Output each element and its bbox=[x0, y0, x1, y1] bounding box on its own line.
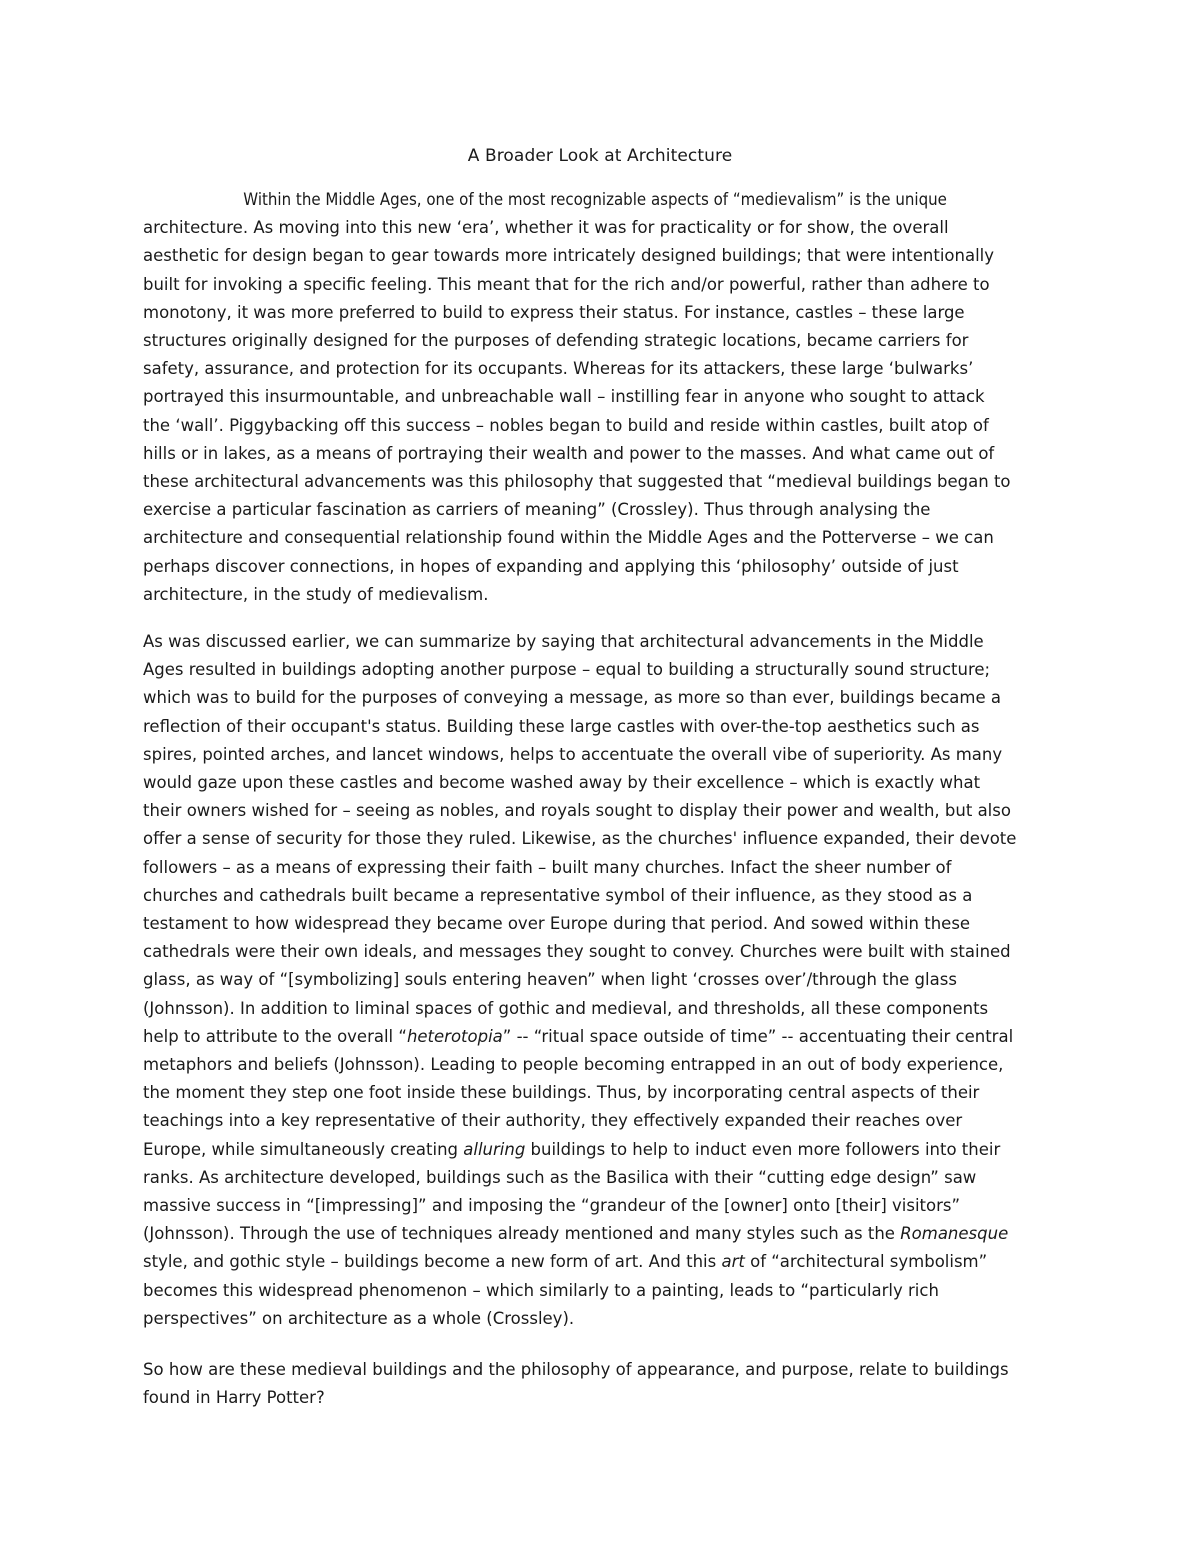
text-line: testament to how widespread they became over Europe during that period. And sowed within these bbox=[143, 914, 971, 934]
text-line: cathedrals were their own ideals, and messages they sought to convey. Churches were built with stained bbox=[143, 942, 1011, 962]
text-line bbox=[143, 1248, 1057, 1276]
text-line: the ‘wall’. Piggybacking off this success – nobles began to build and reside within castles, built atop of bbox=[143, 415, 989, 435]
text-line: the moment they step one foot inside these buildings. Thus, by incorporating central aspects of their bbox=[143, 1083, 980, 1103]
text-line: churches and cathedrals built became a representative symbol of their influence, as they stood as a bbox=[143, 885, 973, 905]
text-line: Within the Middle Ages, one of the most recognizable aspects of “medievalism” is the unique bbox=[243, 190, 947, 209]
text-line: architecture and consequential relationship found within the Middle Ages and the Potterverse – we can bbox=[143, 528, 994, 548]
text-line: reflection of their occupant's status. Building these large castles with over-the-top aesthetics such as bbox=[143, 716, 980, 736]
text-line: portrayed this insurmountable, and unbreachable wall – instilling fear in anyone who sought to attack bbox=[143, 387, 985, 407]
text-line: Ages resulted in buildings adopting another purpose – equal to building a structurally sound structure; bbox=[143, 660, 991, 680]
text-line: teachings into a key representative of their authority, they effectively expanded their reaches over bbox=[143, 1111, 963, 1131]
italic-term: heterotopia bbox=[406, 1026, 503, 1046]
text-segment: ” -- “ritual space outside of time” -- accentuating their central bbox=[502, 1026, 1014, 1046]
text-line: spires, pointed arches, and lancet windows, helps to accentuate the overall vibe of superiority. As many bbox=[143, 744, 1003, 764]
text-line: architecture. As moving into this new ‘era’, whether it was for practicality or for show, the overall bbox=[143, 218, 949, 238]
text-line: As was discussed earlier, we can summarize by saying that architectural advancements in the Middle bbox=[143, 632, 984, 651]
text-line: built for invoking a specific feeling. This meant that for the rich and/or powerful, rather than adhere to bbox=[143, 274, 990, 294]
text-line: these architectural advancements was this philosophy that suggested that “medieval buildings began to bbox=[143, 472, 1011, 492]
text-line: perhaps discover connections, in hopes of expanding and applying this ‘philosophy’ outside of just bbox=[143, 556, 959, 576]
text-line: monotony, it was more preferred to build to express their status. For instance, castles – these large bbox=[143, 302, 965, 322]
text-line: structures originally designed for the purposes of defending strategic locations, became carriers for bbox=[143, 331, 969, 351]
text-line: aesthetic for design began to gear towards more intricately designed buildings; that were intentionally bbox=[143, 246, 995, 266]
text-line bbox=[143, 1136, 1057, 1164]
text-line: (Johnsson). In addition to liminal spaces of gothic and medieval, and thresholds, all these components bbox=[143, 998, 989, 1018]
text-line: their owners wished for – seeing as nobles, and royals sought to display their power and wealth, but also bbox=[143, 801, 1011, 821]
text-line: would gaze upon these castles and become washed away by their excellence – which is exactly what bbox=[143, 773, 981, 793]
text-line: becomes this widespread phenomenon – which similarly to a painting, leads to “particularly rich bbox=[143, 1280, 939, 1300]
text-line: metaphors and beliefs (Johnsson). Leading to people becoming entrapped in an out of body experience, bbox=[143, 1055, 1004, 1075]
italic-term: art bbox=[721, 1252, 745, 1272]
text-segment: Europe, while simultaneously creating bbox=[143, 1139, 464, 1159]
text-line: ranks. As architecture developed, buildings such as the Basilica with their “cutting edge design” saw bbox=[143, 1167, 977, 1187]
paragraph-intro bbox=[143, 186, 1057, 609]
text-segment: buildings to help to induct even more followers into their bbox=[525, 1139, 1001, 1159]
text-line: architecture, in the study of medievalism. bbox=[143, 584, 489, 604]
text-line: So how are these medieval buildings and the philosophy of appearance, and purpose, relate to buildings bbox=[143, 1360, 1009, 1379]
text-line bbox=[143, 1023, 1057, 1051]
text-line: found in Harry Potter? bbox=[143, 1388, 325, 1408]
text-segment: help to attribute to the overall “ bbox=[143, 1026, 407, 1046]
text-segment: of “architectural symbolism” bbox=[744, 1252, 988, 1272]
italic-term: Romanesque bbox=[900, 1224, 1009, 1244]
text-line: glass, as way of “[symbolizing] souls entering heaven” when light ‘crosses over’/through the glass bbox=[143, 970, 957, 990]
text-line: which was to build for the purposes of conveying a message, as more so than ever, buildings became a bbox=[143, 688, 1001, 708]
text-line: hills or in lakes, as a means of portraying their wealth and power to the masses. And what came out of bbox=[143, 443, 995, 463]
text-segment: (Johnsson). Through the use of techniques already mentioned and many styles such as the bbox=[143, 1224, 901, 1244]
paragraph-architecture bbox=[143, 628, 1057, 1333]
text-line: exercise a particular fascination as carriers of meaning” (Crossley). Thus through analysing the bbox=[143, 500, 931, 520]
paragraph-question bbox=[143, 1356, 1057, 1412]
italic-term: alluring bbox=[463, 1139, 526, 1159]
document-title: A Broader Look at Architecture bbox=[467, 146, 733, 166]
text-line: followers – as a means of expressing their faith – built many churches. Infact the sheer number of bbox=[143, 857, 952, 877]
text-line: offer a sense of security for those they ruled. Likewise, as the churches' influence expanded, their devote bbox=[143, 829, 1017, 849]
text-line: perspectives” on architecture as a whole (Crossley). bbox=[143, 1308, 575, 1328]
text-line: safety, assurance, and protection for its occupants. Whereas for its attackers, these large ‘bulwarks’ bbox=[143, 359, 974, 379]
text-line bbox=[143, 1220, 1057, 1248]
text-line: massive success in “[impressing]” and imposing the “grandeur of the [owner] onto [their] visitors” bbox=[143, 1196, 961, 1216]
text-segment: style, and gothic style – buildings become a new form of art. And this bbox=[143, 1252, 722, 1272]
